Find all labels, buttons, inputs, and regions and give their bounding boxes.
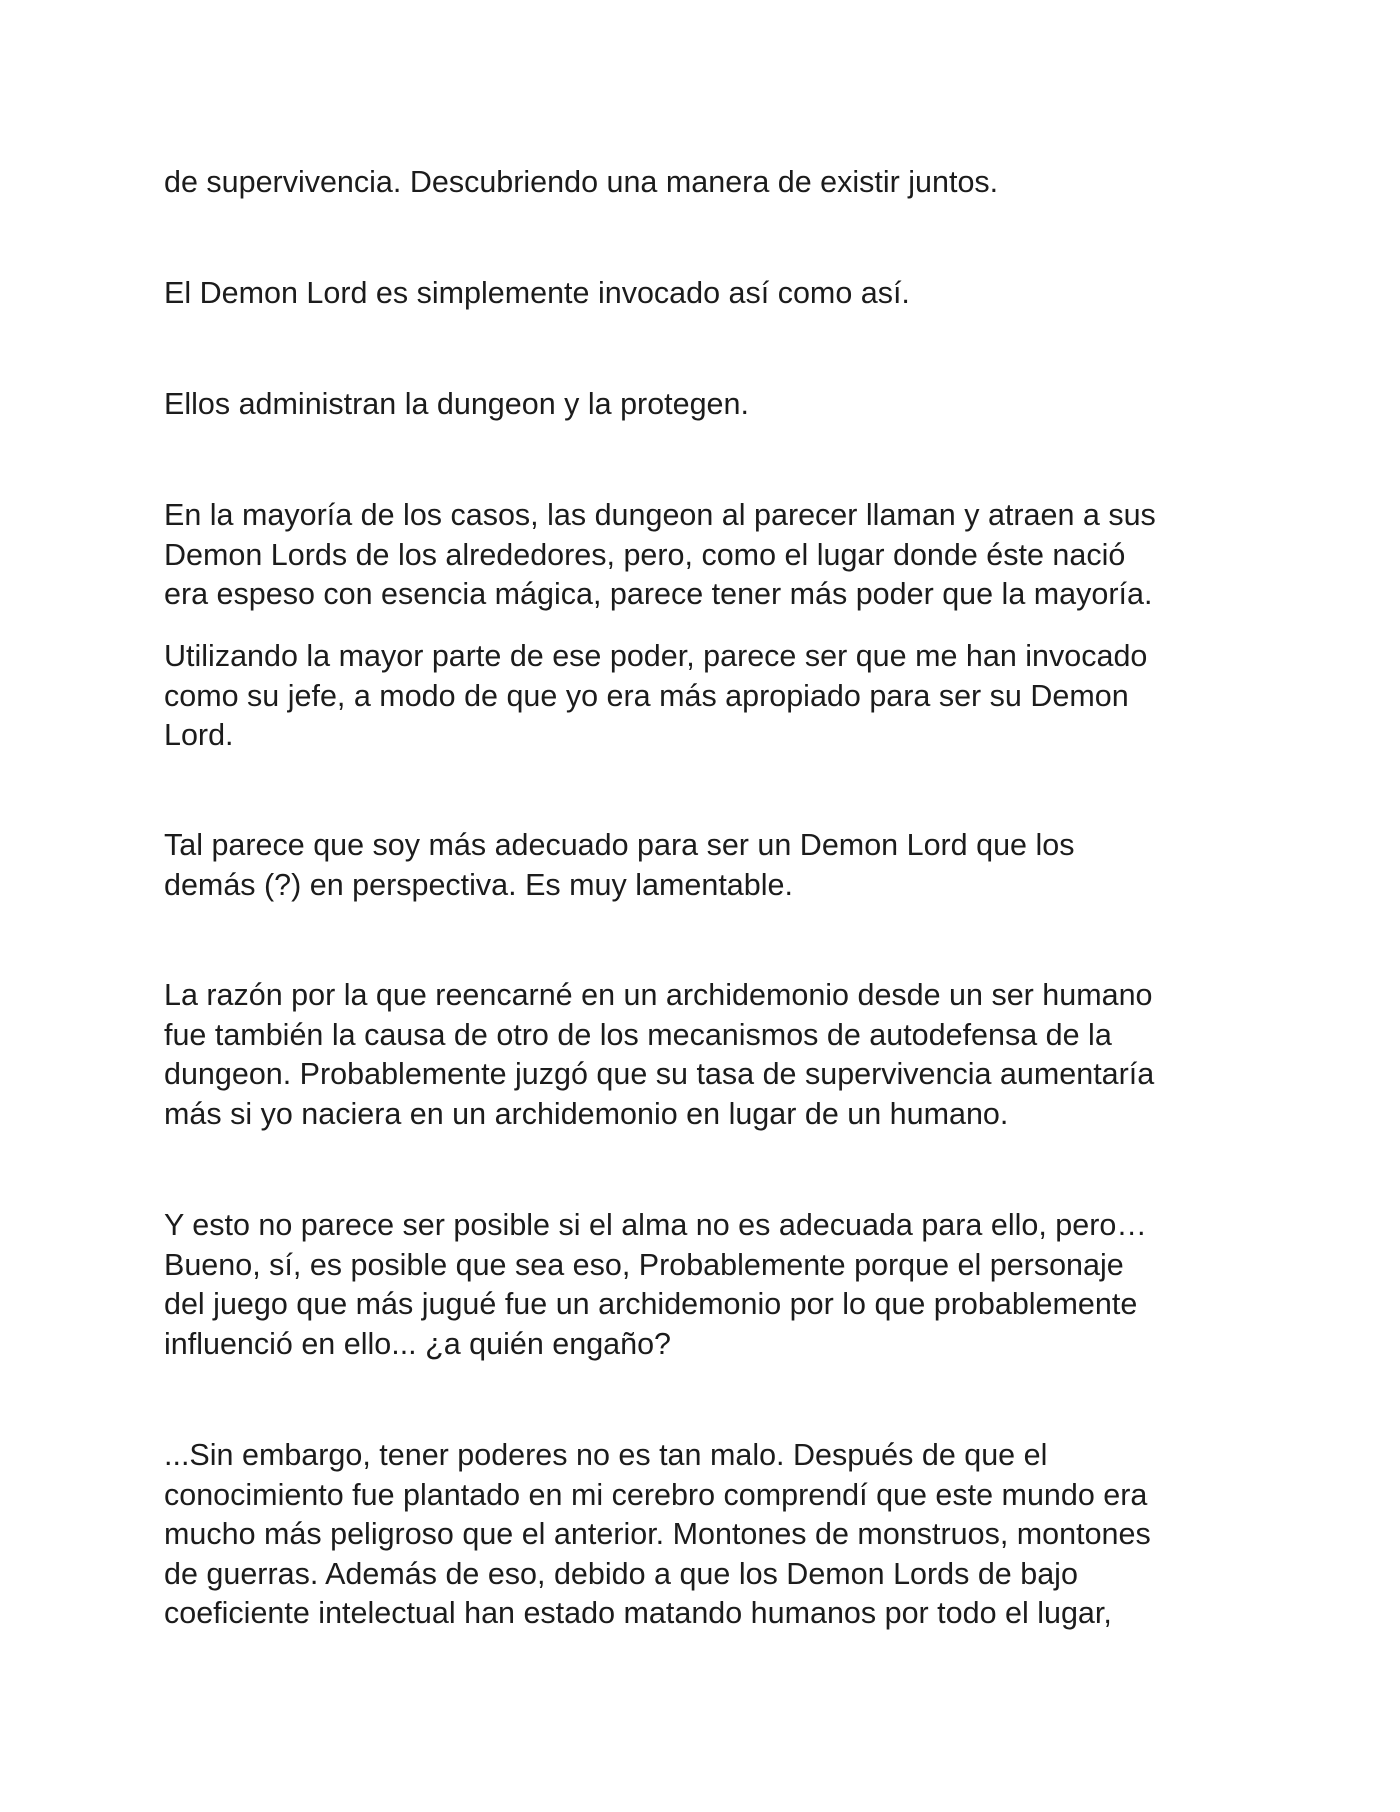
text-line: Ellos administran la dungeon y la protegen. [164,387,749,421]
text-line: demás (?) en perspectiva. Es muy lamentable. [164,867,793,902]
text-line: Demon Lords de los alrededores, pero, como el lugar donde éste nació [164,537,1126,572]
text-line: El Demon Lord es simplemente invocado así como así. [164,276,910,310]
text-line: Bueno, sí, es posible que sea eso, Probablemente porque el personaje [164,1247,1124,1282]
paragraph-1 [164,163,1244,203]
paragraph-3 [164,385,1244,425]
paragraph-4 [164,496,1244,615]
text-line: dungeon. Probablemente juzgó que su tasa de supervivencia aumentaría [164,1057,1155,1091]
paragraph-6 [164,826,1244,905]
text-line: fue también la causa de otro de los mecanismos de autodefensa de la [164,1017,1112,1052]
paragraph-7 [164,976,1244,1134]
text-line: En la mayoría de los casos, las dungeon al parecer llaman y atraen a sus [164,498,1156,532]
text-line: mucho más peligroso que el anterior. Montones de monstruos, montones [164,1517,1151,1551]
text-line: del juego que más jugué fue un archidemonio por lo que probablemente [164,1287,1138,1321]
paragraph-8 [164,1206,1244,1364]
text-line: como su jefe, a modo de que yo era más apropiado para ser su Demon [164,678,1129,713]
text-line: Y esto no parece ser posible si el alma no es adecuada para ello, pero… [164,1208,1147,1242]
text-line: ...Sin embargo, tener poderes no es tan malo. Después de que el [164,1438,1048,1472]
text-line: de guerras. Además de eso, debido a que los Demon Lords de bajo [164,1556,1078,1591]
text-line: más si yo naciera en un archidemonio en lugar de un humano. [164,1096,1009,1131]
text-line: de supervivencia. Descubriendo una manera de existir juntos. [164,165,999,199]
text-line: La razón por la que reencarné en un archidemonio desde un ser humano [164,978,1153,1012]
paragraph-9 [164,1436,1244,1634]
text-line: Lord. [164,718,234,752]
paragraph-2 [164,274,1244,314]
text-line: Utilizando la mayor parte de ese poder, parece ser que me han invocado [164,639,1148,673]
text-line: era espeso con esencia mágica, parece tener más poder que la mayoría. [164,577,1153,611]
text-line: influenció en ello... ¿a quién engaño? [164,1326,672,1361]
text-line: Tal parece que soy más adecuado para ser un Demon Lord que los [164,828,1075,862]
text-line: coeficiente intelectual han estado matando humanos por todo el lugar, [164,1596,1112,1630]
text-line: conocimiento fue plantado en mi cerebro comprendí que este mundo era [164,1477,1148,1512]
paragraph-5 [164,637,1244,756]
